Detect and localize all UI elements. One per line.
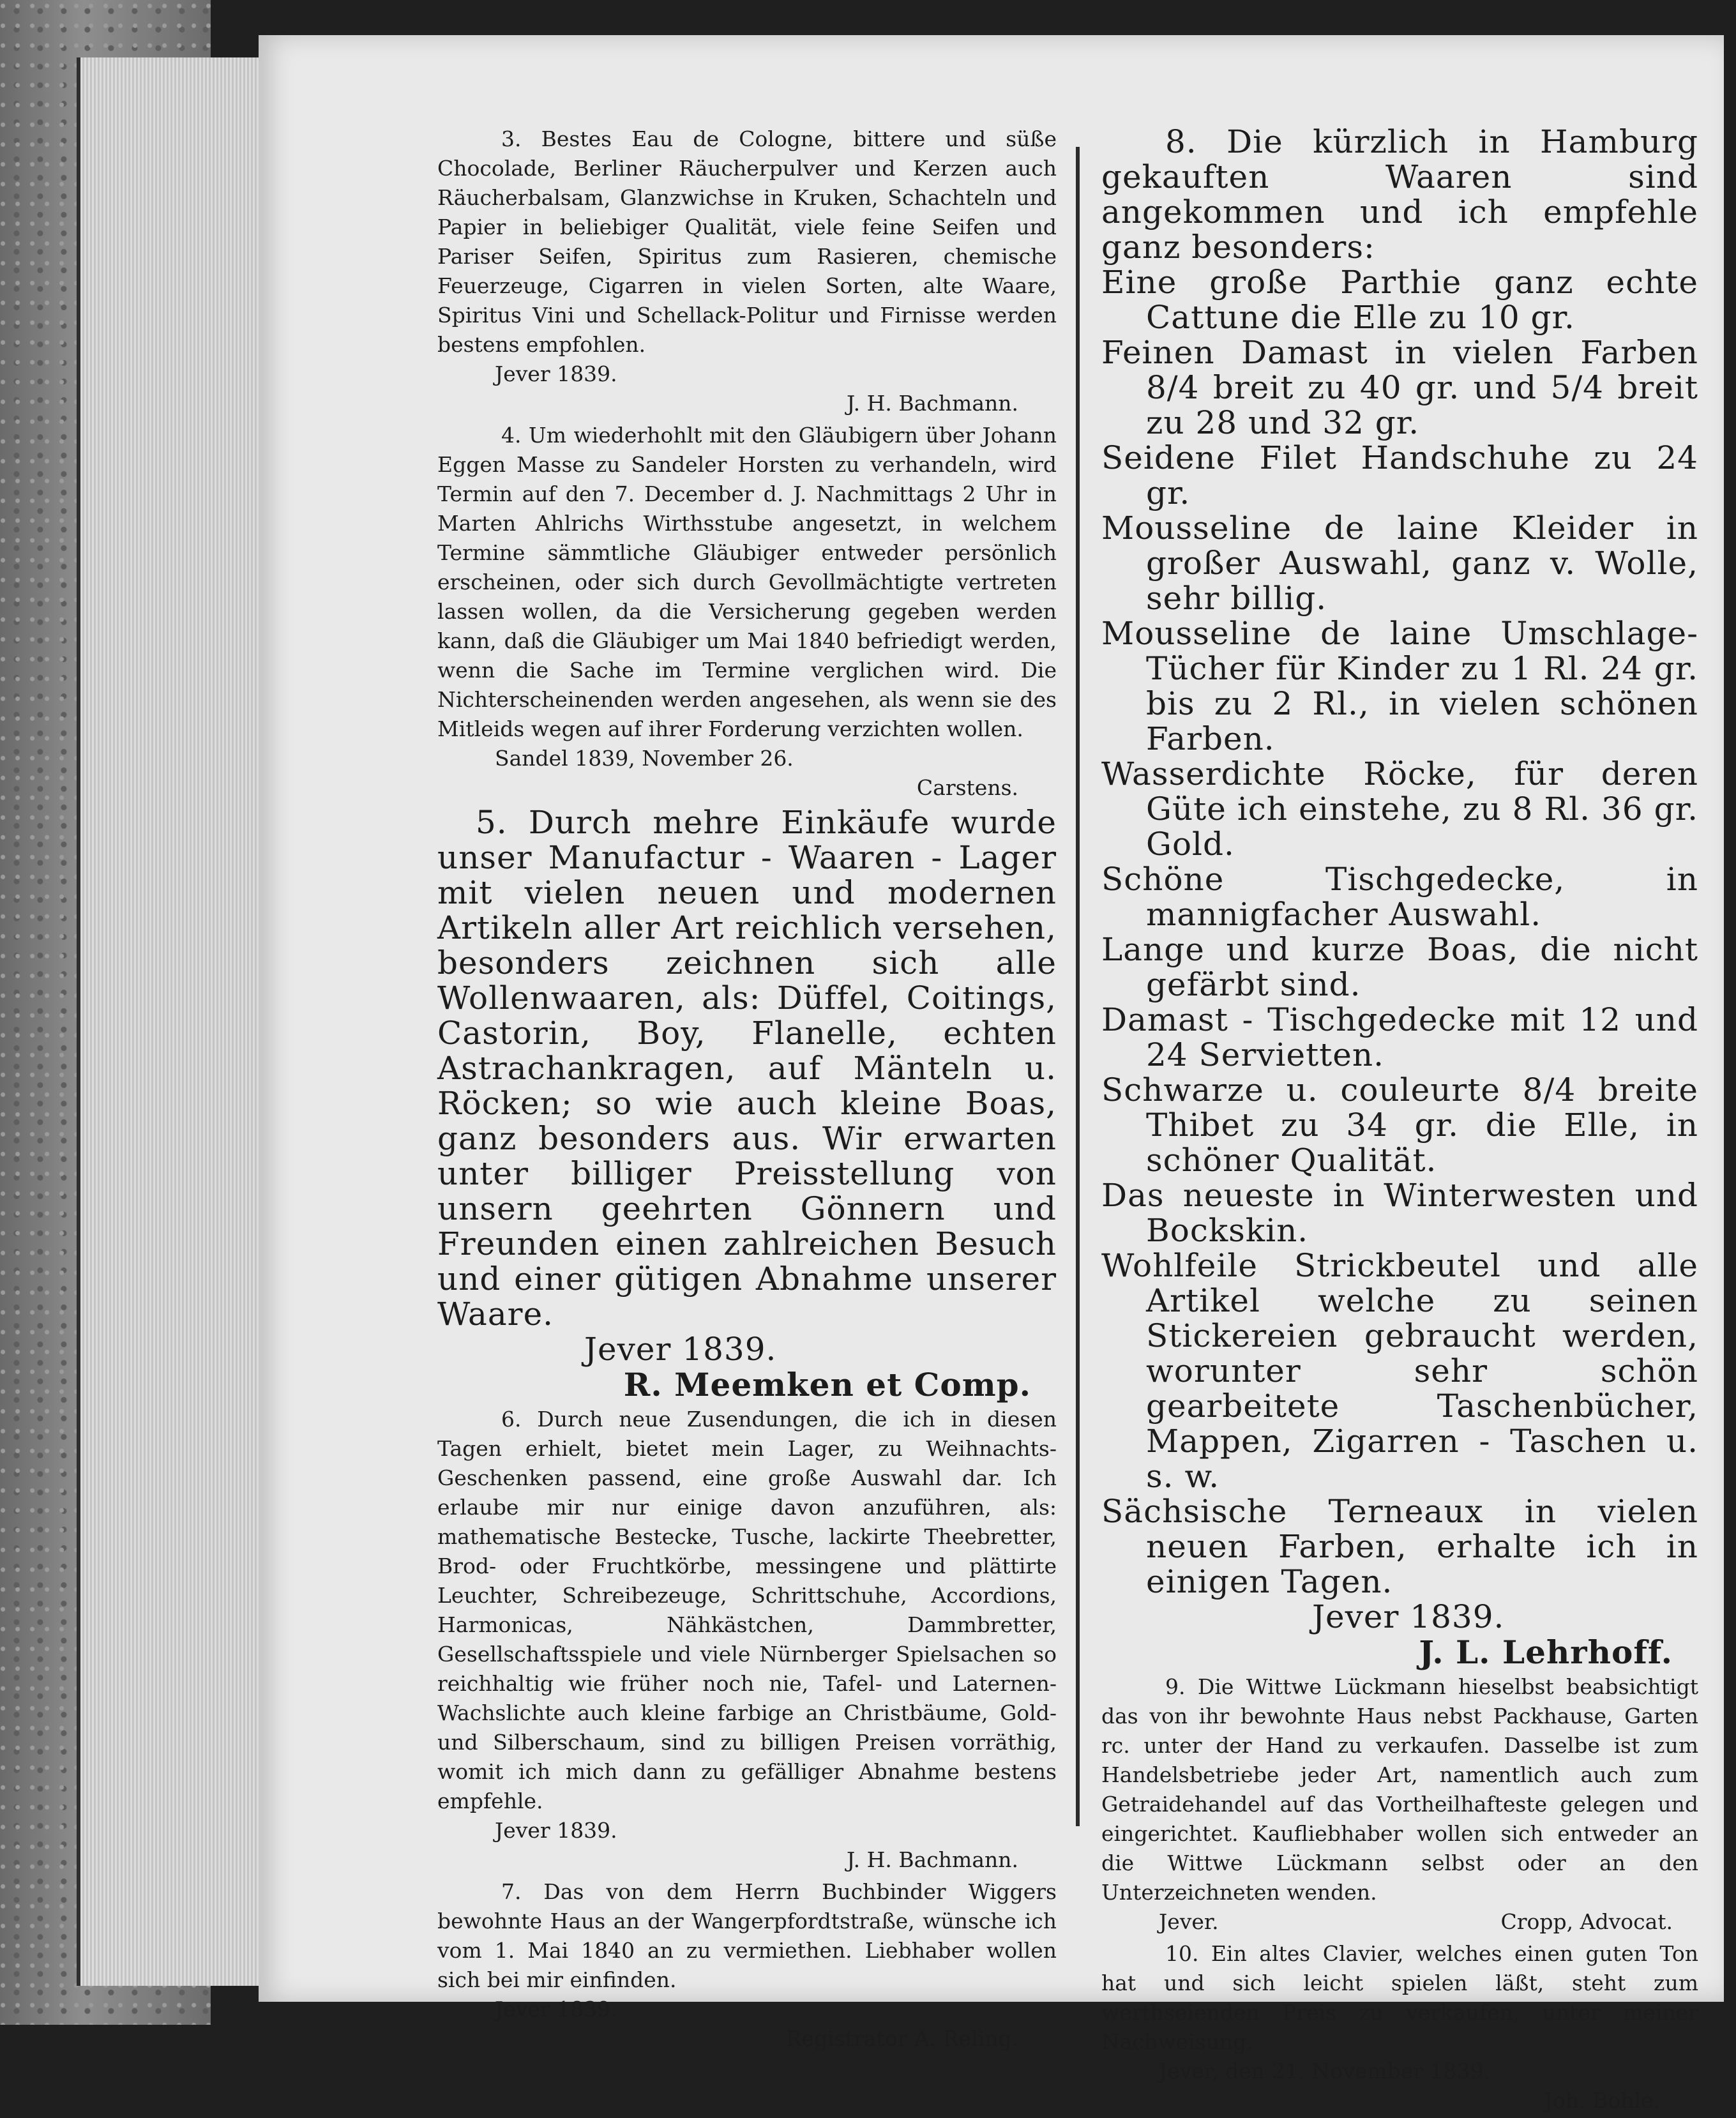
notice-10-place: Jever, den 21. November 1839. <box>1159 2059 1491 2084</box>
notice-8-entry: Mousseline de laine Kleider in großer Auswahl, ganz v. Wolle, sehr billig. <box>1101 510 1698 617</box>
notice-3-text: 3. Bestes Eau de Cologne, bittere und süße Chocolade, Berliner Räucherpulver und Kerzen auch Räucherbalsam, Glanzwichse in Kruken, Schachteln und Papier in beliebiger Qualität, viele feine Seifen und Pariser Seifen, Spiritus zum Rasieren, chemische Feuerzeuge, Cigarren in vielen Sorten, alte Waare, Spiritus Vini und Schellack-Politur und Firnisse werden bestens empfohlen. <box>437 126 1057 357</box>
notice-7-text: 7. Das von dem Herrn Buchbinder Wiggers bewohnte Haus an der Wangerpfordtstraße, wünsche ich vom 1. Mai 1840 an zu vermiethen. Liebhaber wollen sich bei mir einfinden. <box>437 1879 1057 1992</box>
notice-8 <box>1101 125 1698 1670</box>
notice-3 <box>437 125 1057 418</box>
notice-4-place: Sandel 1839, November 26. <box>495 746 794 771</box>
notice-8-entry: Lange und kurze Boas, die nicht gefärbt sind. <box>1101 931 1698 1003</box>
notice-8-signature: J. L. Lehrhoff. <box>1419 1633 1673 1671</box>
notice-5-place: Jever 1839. <box>584 1331 777 1368</box>
notice-6-place: Jever 1839. <box>495 1818 617 1843</box>
notice-9-signature: Cropp, Advocat. <box>1500 1909 1673 1934</box>
notice-6-text: 6. Durch neue Zusendungen, die ich in diesen Tagen erhielt, bietet mein Lager, zu Weihnachts-Geschenken passend, eine große Auswahl dar. Ich erlaube mir nur einige davon anzuführen, als: mathematische Bestecke, Tusche, lackirte Theebretter, Brod- oder Fruchtkörbe, messingene und plättirte Leuchter, Schreibezeuge, Schrittschuhe, Accordions, Harmonicas, Nähkästchen, Dammbretter, Gesellschaftsspiele und viele Nürnberger Spielsachen so reichhaltig wie früher noch nie, Tafel- und Laternen-Wachslichte auch kleine farbige an Christbäume, Gold- und Silberschaum, sind zu billigen Preisen vorräthig, womit ich mich dann zu gefälliger Abnahme bestens empfehle. <box>437 1407 1057 1813</box>
notice-6 <box>437 1405 1057 1875</box>
notice-8-entry: Damast - Tischgedecke mit 12 und 24 Servietten. <box>1101 1001 1698 1073</box>
notice-8-entry: Schöne Tischgedecke, in mannigfacher Auswahl. <box>1101 861 1698 933</box>
notice-7-signature: Registrator A. Reling. <box>785 2026 1018 2051</box>
notice-10-text: 10. Ein altes Clavier, welches einen guten Ton hat und sich leicht spielen läßt, steht zum werthseienden Preis zu verkaufen, unter meiner Nachweisung. <box>1101 1941 1698 2054</box>
right-column <box>1101 125 1698 2118</box>
notice-5-text: 5. Durch mehre Einkäufe wurde unser Manufactur - Waaren - Lager mit vielen neuen und modernen Artikeln aller Art reichlich versehen, besonders zeichnen sich alle Wollenwaaren, als: Düffel, Coitings, Castorin, Boy, Flanelle, echten Astrachankragen, auf Mänteln u. Röcken; so wie auch kleine Boas, ganz besonders aus. Wir erwarten unter billiger Preisstellung von unsern geehrten Gönnern und Freunden einen zahlreichen Besuch und einer gütigen Abnahme unserer Waare. <box>437 804 1057 1333</box>
notice-8-entry: Wohlfeile Strickbeutel und alle Artikel welche zu seinen Stickereien gebraucht werden, worunter sehr schön gearbeitete Taschenbücher, Mappen, Zigarren - Taschen u. s. w. <box>1101 1247 1698 1495</box>
notice-7 <box>437 1877 1057 2054</box>
notice-4-text: 4. Um wiederhohlt mit den Gläubigern über Johann Eggen Masse zu Sandeler Horsten zu verhandeln, wird Termin auf den 7. December d. J. Nachmittags 2 Uhr in Marten Ahlrichs Wirthsstube angesetzt, in welchem Termine sämmtliche Gläubiger entweder persönlich erscheinen, oder sich durch Gevollmächtigte vertreten lassen wollen, da die Versicherung gegeben werden kann, daß die Gläubiger um Mai 1840 befriedigt werden, wenn die Sache im Termine verglichen wird. Die Nichterscheinenden werden angesehen, als wenn sie des Mitleids wegen auf ihrer Forderung verzichten wollen. <box>437 423 1057 741</box>
notice-8-place: Jever 1839. <box>1312 1598 1505 1635</box>
notice-9-text: 9. Die Wittwe Lückmann hieselbst beabsichtigt das von ihr bewohnte Haus nebst Packhause, Garten rc. unter der Hand zu verkaufen. Dasselbe ist zum Handelsbetriebe jeder Art, namentlich auch zum Getraidehandel auf das Vortheilhafteste gelegen und eingerichtet. Kaufliebhaber wollen sich entweder an die Wittwe Lückmann selbst oder an den Unterzeichneten wenden. <box>1101 1674 1698 1905</box>
notice-4-signature: Carstens. <box>916 775 1018 800</box>
notice-3-signature: J. H. Bachmann. <box>846 391 1018 416</box>
page-edges <box>77 57 272 1986</box>
notice-4 <box>437 421 1057 803</box>
notice-6-signature: J. H. Bachmann. <box>846 1847 1018 1872</box>
notice-9-place: Jever. <box>1159 1909 1219 1934</box>
notice-8-intro: 8. Die kürzlich in Hamburg gekauften Waaren sind angekommen und ich empfehle ganz besonders: <box>1101 123 1698 266</box>
notice-5 <box>437 805 1057 1402</box>
column-divider <box>1076 147 1080 1826</box>
left-column <box>437 125 1057 2056</box>
notice-7-place: Jever 1839. <box>495 1997 617 2022</box>
notice-3-place: Jever 1839. <box>495 361 617 386</box>
notice-8-entry: Feinen Damast in vielen Farben 8/4 breit zu 40 gr. und 5/4 breit zu 28 und 32 gr. <box>1101 334 1698 441</box>
notice-5-signature: R. Meemken et Comp. <box>623 1366 1031 1403</box>
notice-8-entry: Eine große Parthie ganz echte Cattune die Elle zu 10 gr. <box>1101 264 1698 336</box>
notice-8-entry: Mousseline de laine Umschlage-Tücher für Kinder zu 1 Rl. 24 gr. bis zu 2 Rl., in vielen schönen Farben. <box>1101 615 1698 757</box>
notice-8-entry: Das neueste in Winterwesten und Bockskin. <box>1101 1177 1698 1249</box>
notice-8-entry: Seidene Filet Handschuhe zu 24 gr. <box>1101 439 1698 511</box>
newspaper-page <box>259 35 1724 2113</box>
notice-9 <box>1101 1672 1698 1937</box>
notice-10-signature: Joh. Bohle. <box>1544 2088 1660 2113</box>
notice-10 <box>1101 1939 1698 2115</box>
notice-8-entry: Schwarze u. couleurte 8/4 breite Thibet zu 34 gr. die Elle, in schöner Qualität. <box>1101 1071 1698 1179</box>
notice-8-entry: Wasserdichte Röcke, für deren Güte ich einstehe, zu 8 Rl. 36 gr. Gold. <box>1101 755 1698 863</box>
notice-8-entry: Sächsische Terneaux in vielen neuen Farben, erhalte ich in einigen Tagen. <box>1101 1493 1698 1600</box>
